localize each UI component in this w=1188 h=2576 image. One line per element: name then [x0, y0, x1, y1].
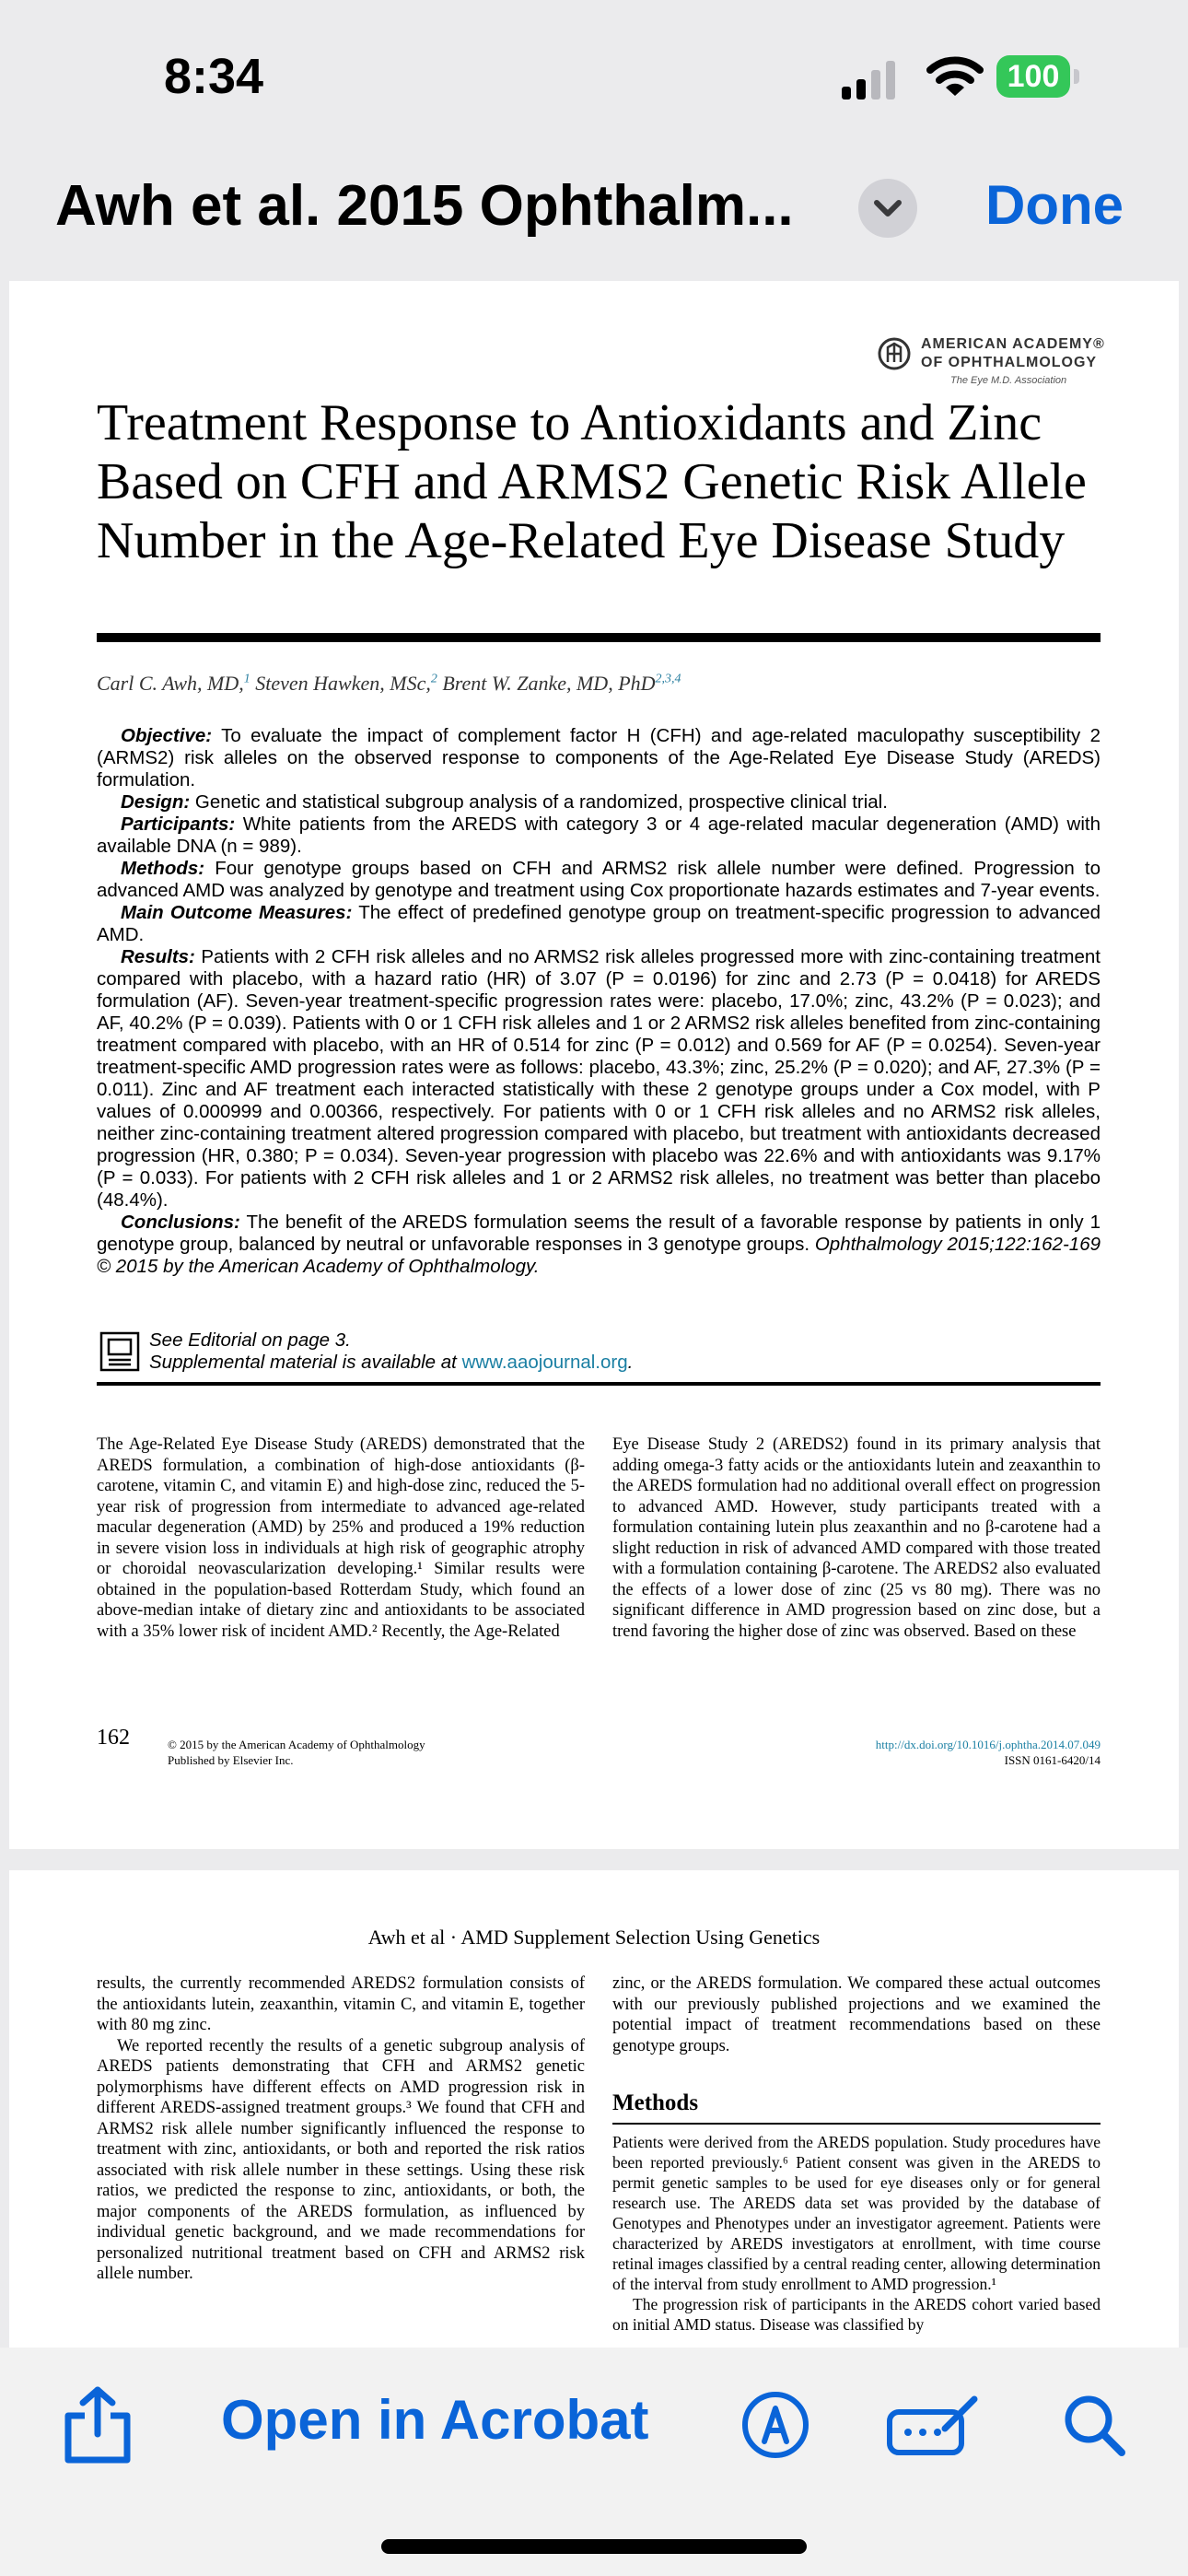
abstract-label: Design:	[121, 791, 191, 813]
battery-indicator	[996, 55, 1081, 100]
publisher-logo	[877, 333, 1105, 392]
body-column-left	[97, 1973, 585, 2285]
running-head: Awh et al · AMD Supplement Selection Using Genetics	[367, 1926, 821, 1949]
battery-nub	[1074, 69, 1079, 84]
body-paragraph: The Age-Related Eye Disease Study (AREDS) demonstrated that the AREDS formulation, a combination of high-dose antioxidants (β-carotene, vitamin C, and vitamin E) and high-dose zinc, reduced the 5-year risk of progression from intermediate to advanced age-related macular degeneration (AMD) by 25% and produced a 19% reduction in severe vision loss in individuals at high risk of geographic atrophy or choroidal neovascularization developing.¹ Similar results were obtained in the population-based Rotterdam Study, which found an above-median intake of dietary zinc and antioxidants to be associated with a 35% lower risk of incident AMD.² Recently, the Age-Related	[97, 1435, 585, 1641]
abstract-design	[97, 791, 1101, 814]
supplemental-suffix: .	[627, 1352, 634, 1373]
abstract-results	[97, 946, 1101, 1212]
author-3-affil: 2,3,4	[655, 672, 681, 686]
abstract-label: Conclusions:	[121, 1212, 240, 1233]
abstract-label: Main Outcome Measures:	[121, 902, 353, 923]
abstract	[97, 725, 1101, 1278]
methods-heading: Methods	[612, 2090, 699, 2115]
abstract-text: Patients with 2 CFH risk alleles and no ARMS2 risk alleles progressed more with zinc-containing treatment compared with placebo, with a hazard ratio (HR) of 3.07 (P = 0.0196) for zinc and 2.73 (P = 0.0418) for AREDS formulation (AF). Seven-year treatment-specific progression rates were: placebo, 17.0%; zinc, 43.2% (P = 0.023); and AF, 40.2% (P = 0.039). Patients with 0 or 1 CFH risk alleles and 1 or 2 ARMS2 risk alleles benefited from zinc-containing treatment compared with placebo, with an HR of 0.514 for zinc (P = 0.012) and 0.569 for AF (P = 0.0254). Seven-year treatment-specific AMD progression rates were as follows: placebo, 43.3%; zinc, 25.2% (P = 0.020); and AF, 27.3% (P = 0.011). Zinc and AF treatment each interacted statistically with these 2 genotype groups under a Cox model, with P values of 0.000999 and 0.00366, respectively. For patients with 0 or 1 CFH risk alleles and no ARMS2 risk alleles, neither zinc-containing treatment altered progression compared with placebo, but treatment with antioxidants decreased progression (HR, 0.380; P = 0.034). Seven-year progression with placebo was 22.6% and with antioxidants was 9.17% (P = 0.033). For patients with 2 CFH risk alleles and 1 or 2 ARMS2 risk alleles, no treatment was better than placebo (48.4%).	[97, 946, 1101, 1211]
abstract-label: Methods:	[121, 858, 205, 879]
footer-copyright-line1: © 2015 by the American Academy of Ophthalmology	[168, 1738, 425, 1751]
abstract-label: Results:	[121, 946, 195, 967]
title-divider	[97, 633, 1101, 642]
done-button[interactable]: Done	[985, 174, 1124, 236]
body-column-right	[612, 1973, 1101, 2335]
footer-doi	[746, 1737, 1101, 1768]
abstract-text: White patients from the AREDS with category 3 or 4 age-related macular degeneration (AMD) with available DNA (n = 989).	[97, 814, 1101, 857]
body-paragraph: The progression risk of participants in the AREDS cohort varied based on initial AMD status. Disease was classified by	[612, 2295, 1101, 2334]
author-2: Steven Hawken, MSc,	[250, 672, 431, 695]
body-paragraph: results, the currently recommended AREDS2 formulation consists of the antioxidants lutein, zeaxanthin, vitamin C, and vitamin E, together with 80 mg zinc.	[97, 1974, 585, 2034]
abstract-text: Four genotype groups based on CFH and ARMS2 risk allele number were defined. Progression to advanced AMD was analyzed by genotype and treatment using Cox proportionate hazards estimates and 7-year events.	[97, 858, 1101, 901]
body-column-right	[612, 1434, 1101, 1642]
section-divider	[97, 1382, 1101, 1386]
footer-copyright-line2: Published by Elsevier Inc.	[168, 1753, 294, 1767]
supplement-icon	[99, 1331, 140, 1372]
abstract-label: Objective:	[121, 725, 213, 746]
abstract-text: The benefit of the AREDS formulation seems the result of a favorable response by patients in only 1 genotype group, balanced by neutral or unfavorable responses in 3 genotype groups.	[97, 1212, 1101, 1255]
author-1-affil: 1	[243, 672, 250, 686]
body-paragraph: Eye Disease Study 2 (AREDS2) found in its primary analysis that adding omega-3 fatty acids or the antioxidants lutein and zeaxanthin to the AREDS formulation had no additional overall effect on progression to advanced AMD. However, study participants treated with a formulation containing lutein plus zeaxanthin and no β-carotene had a slight reduction in risk of advanced AMD compared with those treated with a formulation containing β-carotene. The AREDS2 also evaluated the effects of a lower dose of zinc (25 vs 80 mg). There was no significant difference in AMD progression based on zinc dose, but a trend favoring the higher dose of zinc was observed. Based on these	[612, 1435, 1101, 1641]
abstract-text: The effect of predefined genotype group on treatment-specific progression to advanced AMD.	[97, 902, 1101, 945]
pdf-page-1[interactable]	[9, 281, 1179, 1849]
pdf-page-2[interactable]	[9, 1870, 1179, 2349]
open-in-acrobat-button[interactable]: Open in Acrobat	[221, 2389, 649, 2451]
status-bar	[0, 0, 1188, 157]
annotate-icon[interactable]	[886, 2392, 982, 2458]
status-time: 8:34	[164, 49, 264, 104]
body-paragraph: Patients were derived from the AREDS population. Study procedures have been reported previously.⁶ Patient consent was given in the AREDS to permit genetic samples to be used for eye diseases only or for general research use. The AREDS data set was provided by the database of Genotypes and Phenotypes under an investigator agreement. Patients were characterized by AREDS investigators at enrollment, with time course retinal images classified by a central reading center, allowing determination of the interval from study enrollment to AMD progression.¹	[612, 2133, 1101, 2293]
publisher-name-line2: OF OPHTHALMOLOGY	[921, 355, 1098, 370]
abstract-objective	[97, 725, 1101, 791]
body-column-left	[97, 1434, 585, 1642]
author-3: Brent W. Zanke, MD, PhD	[437, 672, 656, 695]
methods-divider	[612, 2123, 1101, 2125]
journal-link[interactable]: www.aaojournal.org	[461, 1352, 628, 1373]
battery-level: 100	[996, 55, 1070, 98]
abstract-copyright: © 2015 by the American Academy of Ophthalmology.	[97, 1256, 540, 1277]
home-indicator[interactable]	[381, 2539, 807, 2554]
author-2-affil: 2	[430, 672, 437, 686]
title-menu-button[interactable]	[858, 179, 917, 238]
supplemental-prefix: Supplemental material is available at	[149, 1352, 462, 1373]
author-line	[97, 672, 1101, 696]
doi-link[interactable]: http://dx.doi.org/10.1016/j.ophtha.2014.07.049	[875, 1738, 1101, 1751]
share-icon[interactable]	[61, 2384, 134, 2465]
body-paragraph: zinc, or the AREDS formulation. We compared these actual outcomes with our previously published projections and we examined the potential impact of treatment recommendations based on these genotype groups.	[612, 1974, 1101, 2055]
aao-logo-icon	[877, 336, 912, 371]
chevron-down-icon	[858, 179, 917, 238]
document-title[interactable]: Awh et al. 2015 Ophthalm...	[55, 174, 794, 238]
page-number: 162	[97, 1726, 130, 1750]
article-title: Treatment Response to Antioxidants and Zinc Based on CFH and ARMS2 Genetic Risk Allele Number in the Age-Related Eye Disease Study	[97, 394, 1087, 569]
editorial-note	[149, 1329, 633, 1374]
editorial-line: See Editorial on page 3.	[149, 1329, 351, 1351]
abstract-outcome	[97, 902, 1101, 946]
abstract-methods	[97, 858, 1101, 902]
wifi-icon	[926, 53, 984, 100]
abstract-text: To evaluate the impact of complement factor H (CFH) and age-related maculopathy susceptibility 2 (ARMS2) risk alleles on the observed response to components of the Age-Related Eye Disease Study (AREDS) formulation.	[97, 725, 1101, 790]
abstract-conclusions	[97, 1212, 1101, 1278]
abstract-participants	[97, 814, 1101, 858]
cellular-signal-icon	[840, 59, 899, 100]
abstract-text: Genetic and statistical subgroup analysis of a randomized, prospective clinical trial.	[194, 791, 888, 813]
acrobat-icon[interactable]	[740, 2390, 810, 2460]
abstract-label: Participants:	[121, 814, 236, 835]
publisher-name-line1: AMERICAN ACADEMY®	[921, 336, 1105, 352]
supplemental-line	[149, 1352, 633, 1374]
author-1: Carl C. Awh, MD,	[97, 672, 244, 695]
search-icon[interactable]	[1061, 2392, 1127, 2458]
body-paragraph: We reported recently the results of a genetic subgroup analysis of AREDS patients demonstrating that CFH and ARMS2 genetic polymorphisms have different effects on AMD progression risk in different AREDS-assigned treatment groups.³ We found that CFH and ARMS2 risk allele number significantly influenced the response to treatment with zinc, antioxidants, or both and reported the risk ratios associated with risk allele number in these settings. Using these risk ratios, we predicted the response to zinc, antioxidants, or both, the major components of the AREDS formulation, as influenced by individual genetic background, and we made recommendations for personalized nutritional treatment based on CFH and ARMS2 risk allele number.	[97, 2036, 585, 2283]
issn: ISSN 0161-6420/14	[1004, 1753, 1101, 1767]
footer-copyright	[168, 1737, 425, 1768]
document-nav-bar	[0, 157, 1188, 286]
abstract-citation: Ophthalmology 2015;122:162-169	[814, 1234, 1101, 1255]
publisher-tagline: The Eye M.D. Association	[950, 375, 1067, 386]
